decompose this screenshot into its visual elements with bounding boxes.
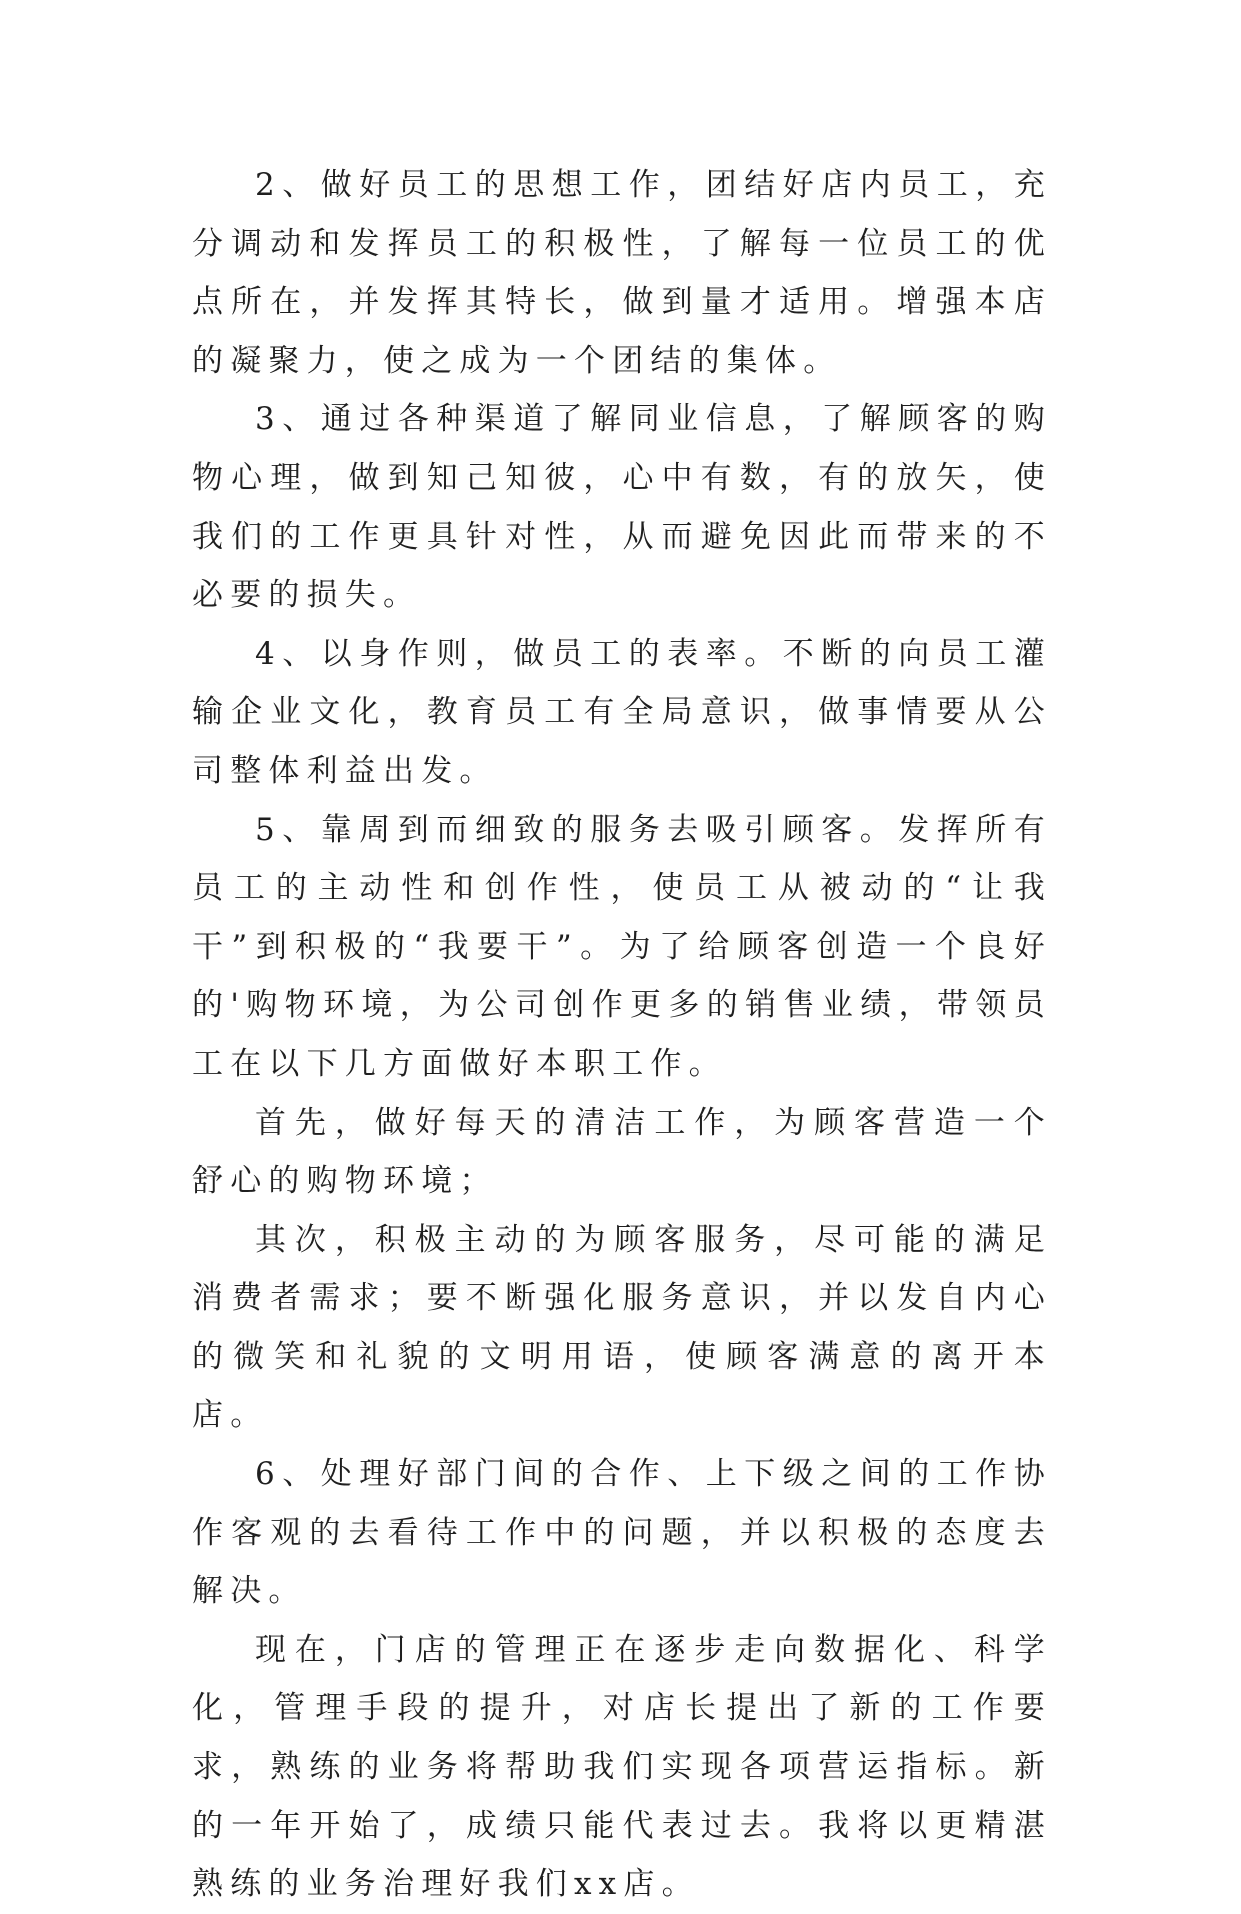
paragraph-item-4: 4、以身作则，做员工的表率。不断的向员工灌输企业文化，教育员工有全局意识，做事情要从公司整体利益出发。 bbox=[192, 635, 1052, 789]
paragraph-item-5: 5、靠周到而细致的服务去吸引顾客。发挥所有员工的主动性和创作性，使员工从被动的“让我干”到积极的“我要干”。为了给顾客创造一个良好的'购物环境，为公司创作更多的销售业绩，带领员工在以下几方面做好本职工作。 bbox=[192, 811, 1052, 1082]
paragraph-item-3: 3、通过各种渠道了解同业信息，了解顾客的购物心理，做到知己知彼，心中有数，有的放矢，使我们的工作更具针对性，从而避免因此而带来的不必要的损失。 bbox=[192, 401, 1052, 614]
paragraph-item-2: 2、做好员工的思想工作，团结好店内员工，充分调动和发挥员工的积极性，了解每一位员工的优点所在，并发挥其特长，做到量才适用。增强本店的凝聚力，使之成为一个团结的集体。 bbox=[192, 167, 1052, 379]
paragraph-conclusion: 现在，门店的管理正在逐步走向数据化、科学化，管理手段的提升，对店长提出了新的工作要求，熟练的业务将帮助我们实现各项营运指标。新的一年开始了，成绩只能代表过去。我将以更精湛熟练的业务治理好我们xx店。 bbox=[192, 1631, 1052, 1903]
document-body bbox=[192, 156, 1052, 1914]
paragraph-second: 其次，积极主动的为顾客服务，尽可能的满足消费者需求；要不断强化服务意识，并以发自内心的微笑和礼貌的文明用语，使顾客满意的离开本店。 bbox=[192, 1221, 1052, 1434]
paragraph-item-6: 6、处理好部门间的合作、上下级之间的工作协作客观的去看待工作中的问题，并以积极的态度去解决。 bbox=[192, 1456, 1052, 1610]
paragraph-first: 首先，做好每天的清洁工作，为顾客营造一个舒心的购物环境； bbox=[192, 1104, 1052, 1200]
